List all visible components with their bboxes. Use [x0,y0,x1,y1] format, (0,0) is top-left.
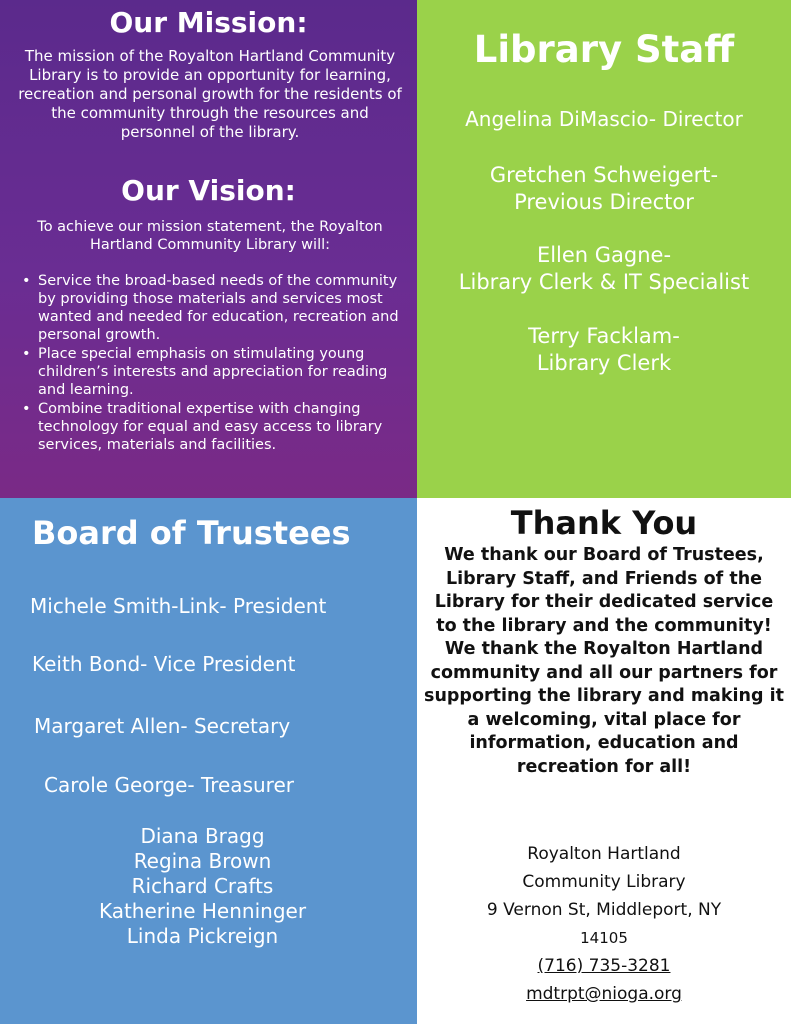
thank-you-message: We thank our Board of Trustees, Library Staff, and Friends of the Library for their dedicated service to the library and the community! We thank the Royalton Hartland community and all our partners for supporting the library and making it a welcoming, vital place for information, education and recreation for all! [424,545,784,777]
board-title: Board of Trustees [32,514,351,552]
vision-intro: To achieve our mission statement, the Royalton Hartland Community Library will: [37,219,383,253]
board-member: Diana Bragg [140,824,265,848]
mission-text: The mission of the Royalton Hartland Community Library is to provide an opportunity for learning, recreation and personal growth for the residents of the community through the resources and personnel of the library. [18,47,402,141]
vision-bullet: • Place special emphasis on stimulating young children’s interests and appreciation for reading and learning. [22,346,388,398]
board-member: Regina Brown [133,849,272,873]
staff-member: Angelina DiMascio- Director [465,107,743,131]
staff-member: Gretchen Schweigert- Previous Director [489,163,719,214]
board-member: Richard Crafts [131,874,274,898]
board-officer: Margaret Allen- Secretary [34,714,291,738]
email-link[interactable]: mdtrpt@nioga.org [526,984,682,1004]
board-member: Linda Pickreign [126,924,279,948]
library-name-line1: Royalton Hartland [527,844,681,864]
contact-block [417,840,791,1008]
address-line1: 9 Vernon St, Middleport, NY [486,900,722,920]
vision-bullet-list [20,272,412,455]
library-name-line2: Community Library [522,872,686,892]
board-officer: Carole George- Treasurer [44,773,294,797]
board-of-trustees-panel [0,498,417,1024]
staff-member: Terry Facklam- Library Clerk [528,324,680,375]
mission-heading: Our Mission: [109,6,308,39]
board-members-list [70,824,335,949]
board-member: Katherine Henninger [98,899,307,923]
thank-you-title: Thank You [510,504,698,542]
phone-link[interactable]: (716) 735-3281 [537,956,671,976]
staff-member: Ellen Gagne- Library Clerk & IT Specialist [458,243,750,294]
staff-title: Library Staff [473,28,735,71]
library-staff-panel [417,0,791,498]
bullet-icon: • [22,273,31,289]
address-line2: 14105 [580,929,628,947]
vision-bullet: • Service the broad-based needs of the community by providing those materials and services most wanted and needed for education, recreation and personal growth. [22,273,399,343]
thank-you-panel [417,498,791,1024]
board-officer: Keith Bond- Vice President [32,652,296,676]
mission-vision-panel [0,0,417,498]
vision-heading: Our Vision: [121,174,296,207]
vision-bullet: • Combine traditional expertise with changing technology for equal and easy access to library services, materials and facilities. [22,401,383,453]
board-officer: Michele Smith-Link- President [30,594,327,618]
bullet-icon: • [22,346,31,362]
bullet-icon: • [22,401,31,417]
